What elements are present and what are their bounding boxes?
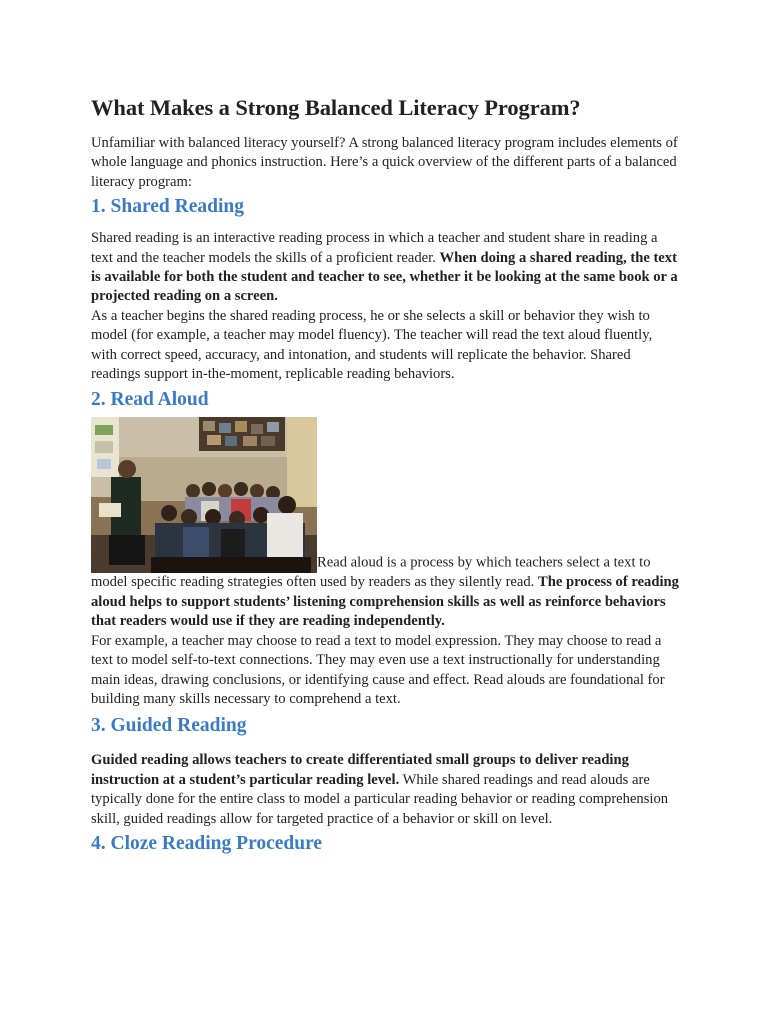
shared-reading-paragraph-1: [91, 229, 681, 307]
heading-cloze-reading: 4. Cloze Reading Procedure: [91, 832, 323, 854]
page-title: What Makes a Strong Balanced Literacy Program?: [91, 95, 581, 120]
guided-reading-text: While shared readings and read alouds are typically done for the entire class to model a particular reading behavior or reading comprehension skill, guided readings allow for targeted practice of a behavior or skill on level.: [91, 771, 669, 827]
shared-reading-bold-text: When doing a shared reading, the text is available for both the student and teacher to see, whether it be looking at the same book or a projected reading on a screen.: [91, 249, 678, 305]
guided-reading-bold-text: Guided reading allows teachers to create differentiated small groups to deliver reading instruction at a student’s particular reading level.: [91, 752, 629, 788]
heading-shared-reading: 1. Shared Reading: [91, 196, 244, 218]
read-aloud-bold-text: The process of reading aloud helps to support students’ listening comprehension skills as well as reinforce behaviors that readers would use if they are reading independently.: [91, 574, 679, 630]
heading-guided-reading: 3. Guided Reading: [91, 715, 247, 737]
shared-reading-text: Shared reading is an interactive reading process in which a teacher and student share in reading a text and the teacher models the skills of a proficient reader.: [91, 230, 658, 266]
classroom-photo: [91, 417, 317, 573]
read-aloud-paragraph-1: [91, 417, 681, 631]
read-aloud-text: Read aloud is a process by which teachers select a text to model specific reading strategies often used by readers as they silently read.: [91, 555, 651, 591]
read-aloud-paragraph-2: For example, a teacher may choose to read a text to model expression. They may choose to read a text to model self-to-text connections. They may even use a text instructionally for understanding main ideas, drawing conclusions, or identifying cause and effect. Read alouds are foundational for building many skills necessary to comprehend a text.: [91, 632, 665, 707]
shared-reading-paragraph-2: As a teacher begins the shared reading process, he or she selects a skill or behavior they wish to model (for example, a teacher may model fluency). The teacher will read the text aloud fluently, with correct speed, accuracy, and intonation, and students will replicate the behavior. Shared readings support in-the-moment, replicable reading behaviors.: [91, 307, 653, 383]
heading-read-aloud: 2. Read Aloud: [91, 389, 209, 411]
intro-paragraph: Unfamiliar with balanced literacy yourself? A strong balanced literacy program includes elements of whole language and phonics instruction. Here’s a quick overview of the different parts of a balanced literacy program:: [91, 135, 678, 190]
article-content: [91, 92, 681, 857]
guided-reading-paragraph: [91, 751, 681, 829]
